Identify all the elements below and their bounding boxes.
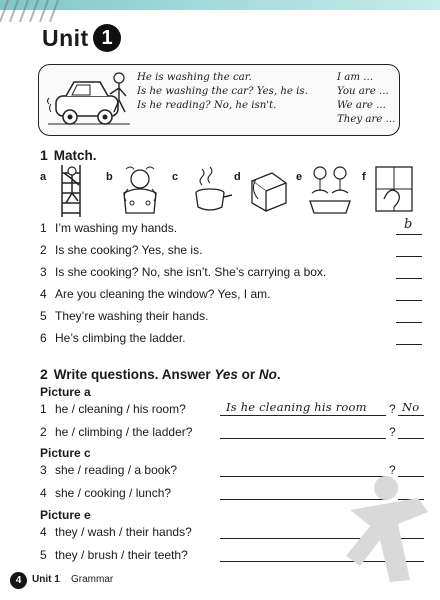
exercise-1-number: 1 bbox=[40, 147, 48, 163]
match-answer-line-5[interactable] bbox=[396, 307, 422, 323]
match-answer-line-2[interactable] bbox=[396, 241, 422, 257]
exercise-2-title-no: No bbox=[258, 367, 277, 382]
cooking-pot-icon bbox=[188, 163, 232, 217]
cleaning-window-icon bbox=[372, 163, 416, 217]
question-number: 3 bbox=[40, 463, 47, 477]
exercise-2-title-end: . bbox=[276, 367, 281, 382]
grammar-examples bbox=[137, 71, 337, 113]
question-prompt: he / climbing / the ladder? bbox=[55, 425, 193, 439]
exercise-2-title-or: or bbox=[237, 367, 259, 382]
question-number: 5 bbox=[40, 548, 47, 562]
question-mark: ? bbox=[389, 402, 396, 416]
question-item-2 bbox=[40, 424, 192, 440]
match-item-6 bbox=[40, 330, 186, 346]
picture-c-heading: Picture c bbox=[40, 446, 91, 460]
question-mark: ? bbox=[389, 463, 396, 477]
match-item-4 bbox=[40, 286, 270, 302]
match-item-text: Is she cooking? Yes, she is. bbox=[55, 243, 203, 257]
picture-letter-f: f bbox=[362, 171, 366, 183]
question-prompt: she / reading / a book? bbox=[55, 463, 178, 477]
picture-letter-a: a bbox=[40, 171, 47, 183]
footer-section-label: Grammar bbox=[71, 574, 114, 585]
match-item-1 bbox=[40, 220, 177, 236]
question-prompt: he / cleaning / his room? bbox=[55, 402, 186, 416]
exercise-1-heading: Match. bbox=[53, 148, 97, 163]
question-number: 4 bbox=[40, 486, 47, 500]
car-washing-illustration-icon bbox=[46, 68, 132, 130]
verb-form-4: They are ... bbox=[337, 114, 396, 125]
picture-letter-b: b bbox=[106, 171, 113, 183]
corner-pattern-icon bbox=[0, 0, 70, 22]
match-answer-line-6[interactable] bbox=[396, 329, 422, 345]
match-item-3 bbox=[40, 264, 326, 280]
ladder-climbing-icon bbox=[54, 163, 98, 217]
question-number: 4 bbox=[40, 525, 47, 539]
match-item-number: 3 bbox=[40, 265, 47, 279]
match-item-number: 2 bbox=[40, 243, 47, 257]
match-item-number: 5 bbox=[40, 309, 47, 323]
question-number: 1 bbox=[40, 402, 47, 416]
unit-number-badge: 1 bbox=[93, 24, 121, 52]
question-item-4 bbox=[40, 485, 171, 501]
question-item-6 bbox=[40, 547, 188, 563]
verb-forms-list bbox=[337, 71, 395, 127]
match-item-5 bbox=[40, 308, 208, 324]
exercise-2-number: 2 bbox=[40, 366, 48, 382]
written-answer-1: No bbox=[402, 400, 420, 414]
match-item-text: I’m washing my hands. bbox=[55, 221, 178, 235]
grammar-example-1: He is washing the car. bbox=[137, 72, 252, 83]
question-prompt: they / brush / their teeth? bbox=[55, 548, 188, 562]
question-line-2[interactable] bbox=[220, 423, 386, 439]
picture-letter-c: c bbox=[172, 171, 179, 183]
match-answer-line-4[interactable] bbox=[396, 285, 422, 301]
picture-letter-d: d bbox=[234, 171, 241, 183]
picture-e-heading: Picture e bbox=[40, 508, 91, 522]
picture-letter-e: e bbox=[296, 171, 303, 183]
match-item-number: 6 bbox=[40, 331, 47, 345]
question-prompt: she / cooking / lunch? bbox=[55, 486, 172, 500]
question-item-1 bbox=[40, 401, 186, 417]
picture-a-heading: Picture a bbox=[40, 385, 91, 399]
question-number: 2 bbox=[40, 425, 47, 439]
exercise-2-title-prefix: Write questions. Answer bbox=[53, 367, 215, 382]
verb-form-1: I am ... bbox=[337, 72, 373, 83]
children-washing-hands-icon bbox=[308, 163, 352, 217]
match-item-2 bbox=[40, 242, 202, 258]
question-mark: ? bbox=[389, 425, 396, 439]
match-item-number: 1 bbox=[40, 221, 47, 235]
washing-hands-icon bbox=[118, 163, 162, 217]
match-item-number: 4 bbox=[40, 287, 47, 301]
carrying-box-icon bbox=[246, 163, 290, 217]
unit-title: Unit bbox=[42, 25, 89, 51]
question-item-5 bbox=[40, 524, 192, 540]
match-item-text: He’s climbing the ladder. bbox=[55, 331, 186, 345]
verb-form-3: We are ... bbox=[337, 100, 386, 111]
exercise-1-title bbox=[40, 147, 97, 163]
grammar-example-2: Is he washing the car? Yes, he is. bbox=[137, 86, 308, 97]
match-item-text: Are you cleaning the window? Yes, I am. bbox=[55, 287, 271, 301]
watermark-figure-icon bbox=[340, 470, 438, 588]
match-answer-1: b bbox=[404, 217, 413, 232]
match-answer-line-3[interactable] bbox=[396, 263, 422, 279]
footer-unit-label: Unit 1 bbox=[32, 574, 60, 585]
question-item-3 bbox=[40, 462, 177, 478]
page-number-badge: 4 bbox=[10, 572, 27, 589]
match-pictures-row bbox=[38, 163, 418, 221]
grammar-example-3: Is he reading? No, he isn't. bbox=[137, 100, 277, 111]
exercise-2-title-yes: Yes bbox=[214, 367, 238, 382]
answer-line-2[interactable] bbox=[398, 423, 424, 439]
match-item-text: They’re washing their hands. bbox=[55, 309, 209, 323]
question-prompt: they / wash / their hands? bbox=[55, 525, 192, 539]
exercise-2-title bbox=[40, 366, 281, 382]
match-item-text: Is she cooking? No, she isn’t. She’s carrying a box. bbox=[55, 265, 327, 279]
verb-form-2: You are ... bbox=[337, 86, 389, 97]
written-question-1: Is he cleaning his room bbox=[226, 400, 367, 414]
